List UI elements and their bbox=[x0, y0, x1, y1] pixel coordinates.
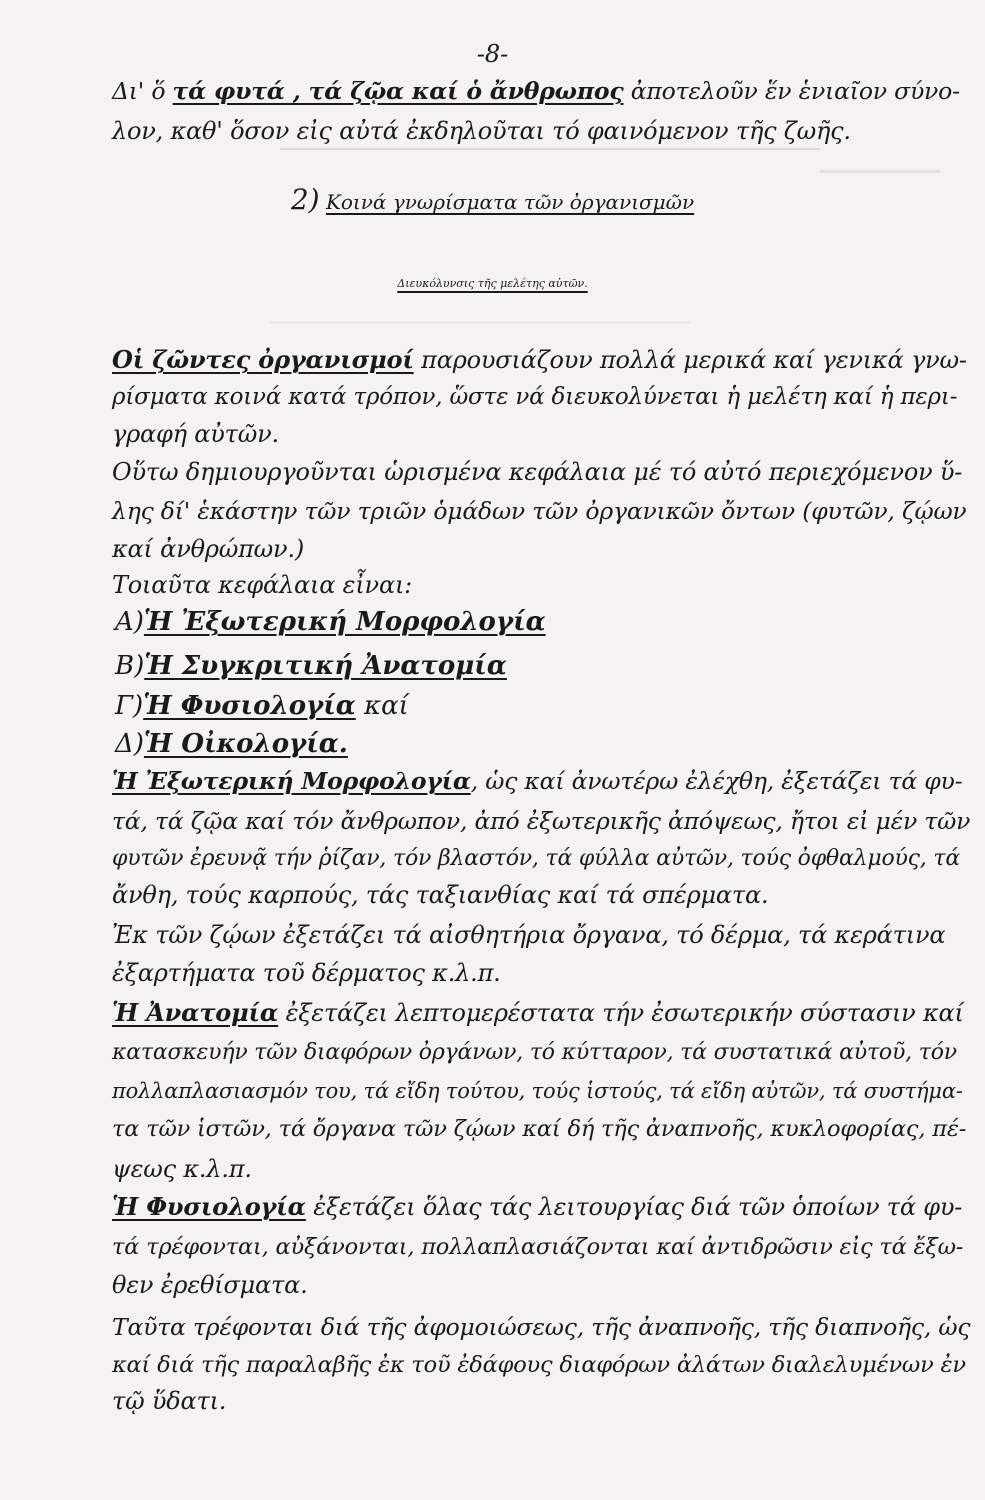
chapter-list-item: Β)Ἡ Συγκριτική Ἀνατομία bbox=[115, 651, 507, 681]
page-number: -8- bbox=[476, 40, 509, 68]
para6-line-1: Ταῦτα τρέφονται διά τῆς ἀφομοιώσεως, τῆς ἀναπνοῆς, τῆς διαπνοῆς, ὡς bbox=[112, 1313, 971, 1341]
para4-line-4: τα τῶν ἱστῶν, τά ὄργανα τῶν ζῴων καί δή τῆς ἀναπνοῆς, κυκλοφορίας, πέ- bbox=[112, 1116, 967, 1142]
para3-line-4: ἄνθη, τούς καρπούς, τάς ταξιανθίας καί τά σπέρματα. bbox=[112, 881, 769, 909]
intro-line-1: Δι' ὅ τά φυτά , τά ζῷα καί ὁ ἄνθρωπος ἀποτελοῦν ἕν ἑνιαῖον σύνο- bbox=[112, 77, 960, 105]
para5-line-1: Ἡ Φυσιολογία ἐξετάζει ὅλας τάς λειτουργίας διά τῶν ὁποίων τά φυ- bbox=[112, 1192, 963, 1221]
section-title: Κοινά γνωρίσματα τῶν ὀργανισμῶν bbox=[325, 190, 695, 214]
para3-line-3: φυτῶν ἐρευνᾷ τήν ῥίζαν, τόν βλαστόν, τά φύλλα αὐτῶν, τούς ὀφθαλμούς, τά bbox=[112, 846, 961, 871]
para5-line-2: τά τρέφονται, αὐξάνονται, πολλαπλασιάζονται καί ἀντιδρῶσιν εἰς τά ἔξω- bbox=[112, 1234, 964, 1260]
section-heading bbox=[0, 172, 985, 230]
chapter-list-item: Δ)Ἡ Οἰκολογία. bbox=[115, 729, 348, 759]
para3-line-1: Ἡ Ἐξωτερική Μορφολογία, ὡς καί ἀνωτέρω ἐλέχθη, ἐξετάζει τά φυ- bbox=[112, 767, 963, 795]
para1-line-3: γραφή αὐτῶν. bbox=[112, 420, 279, 448]
para6-line-2: καί διά τῆς παραλαβῆς ἐκ τοῦ ἐδάφους διαφόρων ἀλάτων διαλελυμένων ἐν bbox=[112, 1352, 966, 1378]
chapter-list-item: Γ)Ἡ Φυσιολογία καί bbox=[115, 691, 409, 721]
section-subtitle: Διευκόλυνσις τῆς μελέτης αὐτῶν. bbox=[397, 277, 588, 290]
para3-line-5: Ἐκ τῶν ζῴων ἐξετάζει τά αἰσθητήρια ὄργανα, τό δέρμα, τά κεράτινα bbox=[112, 921, 946, 949]
para4-line-1: Ἡ Ἀνατομία ἐξετάζει λεπτομερέστατα τήν ἐσωτερικήν σύστασιν καί bbox=[112, 998, 964, 1027]
section-number: 2) bbox=[290, 183, 320, 216]
chapter-list-item: Α)Ἡ Ἐξωτερική Μορφολογία bbox=[115, 607, 546, 637]
para5-line-3: θεν ἐρεθίσματα. bbox=[112, 1271, 308, 1299]
bleed-through-shadow bbox=[270, 322, 690, 323]
para4-line-3: πολλαπλασιασμόν του, τά εἴδη τούτου, τούς ἱστούς, τά εἴδη αὐτῶν, τά συστήμα- bbox=[112, 1079, 963, 1103]
para2-line-1: Οὕτω δημιουργοῦνται ὡρισμένα κεφάλαια μέ τό αὐτό περιεχόμενον ὕ- bbox=[112, 458, 963, 486]
para2-line-4: Τοιαῦτα κεφάλαια εἶναι: bbox=[112, 571, 413, 599]
bleed-through-shadow bbox=[280, 148, 820, 150]
para2-line-3: καί ἀνθρώπων.) bbox=[112, 535, 305, 563]
para4-line-2: κατασκευήν τῶν διαφόρων ὀργάνων, τό κύτταρον, τά συστατικά αὐτοῦ, τόν bbox=[112, 1040, 957, 1065]
para6-line-3: τῷ ὕδατι. bbox=[112, 1387, 227, 1415]
para4-line-5: ψεως κ.λ.π. bbox=[112, 1155, 252, 1183]
para3-line-6: ἐξαρτήματα τοῦ δέρματος κ.λ.π. bbox=[112, 959, 501, 987]
para1-line-2: ρίσματα κοινά κατά τρόπον, ὥστε νά διευκολύνεται ἡ μελέτη καί ἡ περι- bbox=[112, 384, 958, 410]
para2-line-2: λης δί' ἑκάστην τῶν τριῶν ὁμάδων τῶν ὀργανικῶν ὄντων (φυτῶν, ζῴων bbox=[112, 497, 967, 525]
para3-line-2: τά, τά ζῷα καί τόν ἄνθρωπον, ἀπό ἐξωτερικῆς ἀπόψεως, ἤτοι εἰ μέν τῶν bbox=[112, 807, 971, 835]
para1-line-1: Οἱ ζῶντες ὀργανισμοί παρουσιάζουν πολλά μερικά καί γενικά γνω- bbox=[112, 345, 967, 374]
intro-line-2: λον, καθ' ὅσον εἰς αὐτά ἐκδηλοῦται τό φαινόμενον τῆς ζωῆς. bbox=[112, 117, 851, 145]
